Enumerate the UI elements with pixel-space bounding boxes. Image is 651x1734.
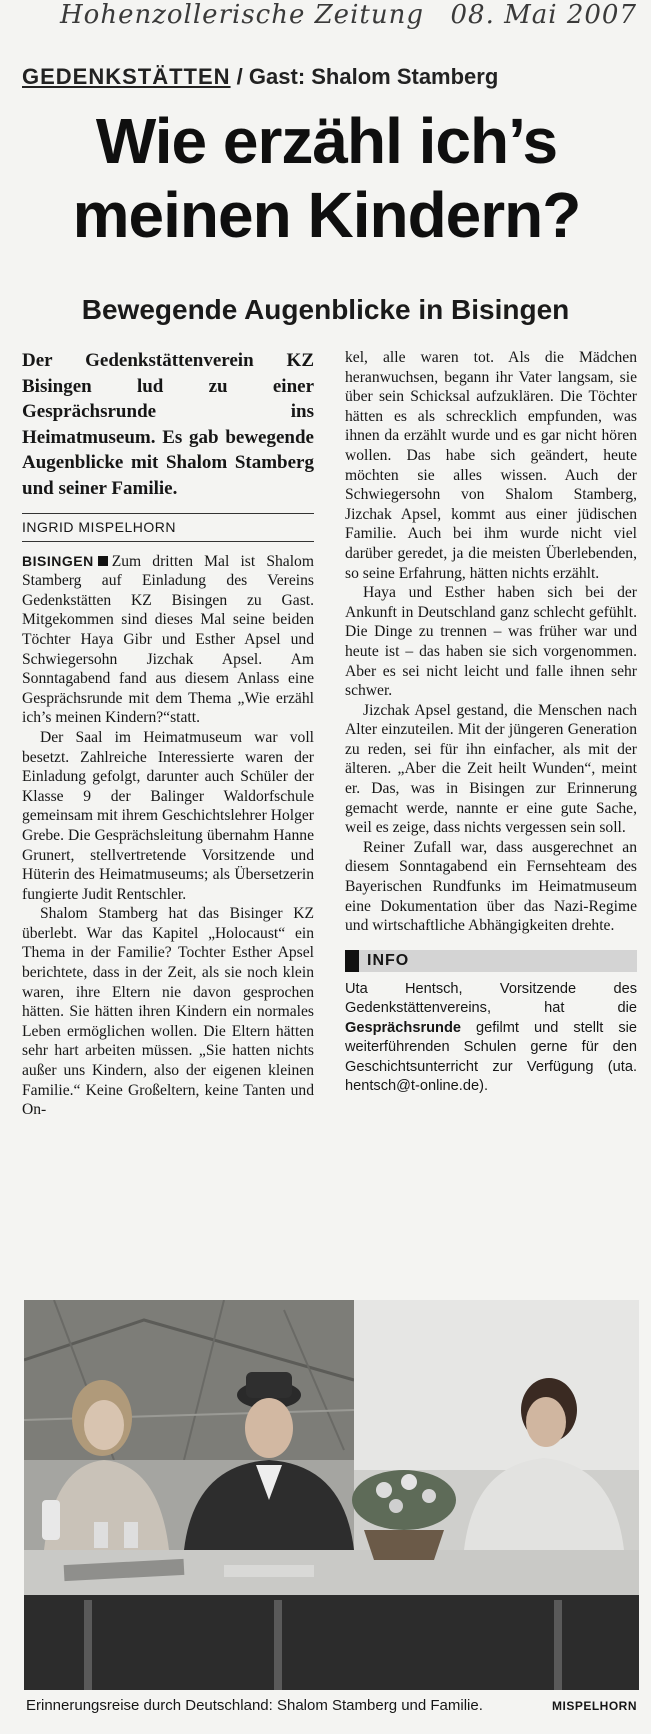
caption-text: Erinnerungsreise durch Deutschland: Shalom Stamberg und Familie.: [26, 1697, 483, 1714]
byline: INGRID MISPELHORN: [22, 519, 176, 535]
square-bullet-icon: [98, 556, 108, 566]
handwritten-note: [60, 0, 637, 44]
person-center-face: [245, 1398, 293, 1458]
handwritten-source: Hohenzollerische Zeitung: [60, 0, 424, 30]
rubric: GEDENKSTÄTTEN: [22, 64, 231, 89]
info-box-header: [345, 950, 637, 972]
kicker-separator: /: [230, 64, 249, 89]
article-photo: [24, 1300, 639, 1690]
article-paragraph: BISINGEN Zum dritten Mal ist Shalom Stamberg auf Einladung des Vereins Gedenkstätten KZ Bisingen zu Gast. Mitgekommen sind dieses Mal seine beiden Töchter Haya Gibr und Esther Apsel und Schwiegersohn Jizchak Apsel. Am Sonntagabend fand aus diesem Anlass eine Gesprächsrunde mit dem Thema „Wie erzähl ich’s meinen Kindern?“statt.: [22, 552, 314, 727]
headline-line-2: meinen Kindern?: [72, 179, 581, 251]
kicker-line: [22, 64, 641, 90]
subheadline: Bewegende Augenblicke in Bisingen: [81, 294, 570, 325]
kicker-guest: Gast: Shalom Stamberg: [248, 64, 499, 89]
photo-illustration: [24, 1300, 639, 1690]
headline-line-1: Wie erzähl ich’s: [95, 105, 558, 177]
article-paragraph: kel, alle waren tot. Als die Mädchen heranwuchsen, begann ihr Vater langsam, sie über sein Schicksal aufzuklären. Die Töchter hätten es als schrecklich empfunden, was ihnen da erzählt wurde und es gar nicht hören wollen. Das habe sich geändert, heute möchten sie alles wissen. Auch der Schwiegersohn von Shalom Stamberg, Jizchak Apsel, kommt aus einer jüdischen Familie. Auch bei ihm wurde nicht viel darüber geredet, ja die meisten Überlebenden, so seine Erfahrung, hätten nichts erzählt.: [345, 349, 637, 582]
info-box-text: Uta Hentsch, Vorsitzende des Gedenkstättenvereins, hat die Gesprächsrunde gefilmt und stellt sie weiterführenden Schulen gerne für den Geschichtsunterricht zur Verfügung (uta. hentsch@t-online.de).: [345, 980, 637, 1095]
byline-rule-bottom: [22, 541, 314, 542]
glass: [124, 1522, 138, 1548]
article-paragraph: Jizchak Apsel gestand, die Menschen nach Alter einzuteilen. Mit der jüngeren Generation zu reden, sei für ihn einfacher, als mit der älteren. „Aber die Zeit heilt Wunden“, meint er. Das, was in Bisingen zur Erinnerung gemacht werde, nannte er eine gute Sache, weil es zeige, dass nichts vergessen sein soll.: [345, 701, 637, 837]
glass: [94, 1522, 108, 1548]
basket: [364, 1530, 444, 1560]
bottle: [42, 1500, 60, 1540]
photo-credit: MISPELHORN: [551, 1699, 637, 1713]
article-paragraph: Haya und Esther haben sich bei der Ankunft in Deutschland ganz schlecht gefühlt. Die Dinge zu trennen – was früher war und heute ist – das haben sie sich vorgenommen. Aber es sei nicht leicht und falle ihnen sehr schwer.: [345, 584, 637, 700]
photo-caption: [26, 1697, 637, 1714]
handwritten-date: 08. Mai 2007: [450, 0, 637, 30]
info-label: INFO: [367, 952, 410, 970]
article-paragraph: Reiner Zufall war, dass ausgerechnet an diesem Sonntagabend ein Fernsehteam des Bayerischen Rundfunks im Heimatmuseum eine Dokumentation über das Nazi-Regime und wirtschaftliche Abhängigkeiten drehte.: [345, 838, 637, 935]
article-paragraph: Der Saal im Heimatmuseum war voll besetzt. Zahlreiche Interessierte waren der Einladung gefolgt, darunter auch Schüler der Klasse 9 der Balinger Waldorfschule gemeinsam mit ihrem Geschichtslehrer Holger Grebe. Die Gesprächsleitung übernahm Hanne Grunert, stellvertretende Vorsitzende und Hüterin des Heimatmuseums; als Übersetzerin fungierte Judit Rentschler.: [22, 728, 314, 903]
dateline: BISINGEN: [22, 552, 94, 569]
projection-screen: [354, 1300, 639, 1470]
article-paragraph: Shalom Stamberg hat das Bisinger KZ überlebt. War das Kapitel „Holocaust“ ein Thema in der Familie? Tochter Esther Apsel berichtete, dass in der Zeit, als sie noch klein waren, ihre Eltern nie davon gesprochen hätten. Sie hätten ihren Kindern ein normales Leben ermöglichen wollen. Die Eltern hätten sehr hart arbeiten müssen. „Sie hatten nichts außer uns Kindern, also der eigenen kleinen Familie.“ Keine Großeltern, keine Tanten und On-: [22, 905, 314, 1119]
headline: [12, 104, 641, 252]
article-column-right: [345, 348, 637, 1097]
article-column-left: [22, 348, 314, 1120]
info-square-icon: [345, 950, 359, 972]
teaser: Der Gedenkstättenverein KZ Bisingen lud zu einer Gesprächsrunde ins Heimatmuseum. Es gab bewegende Augenblicke mit Shalom Stamberg und seiner Familie.: [22, 350, 314, 499]
